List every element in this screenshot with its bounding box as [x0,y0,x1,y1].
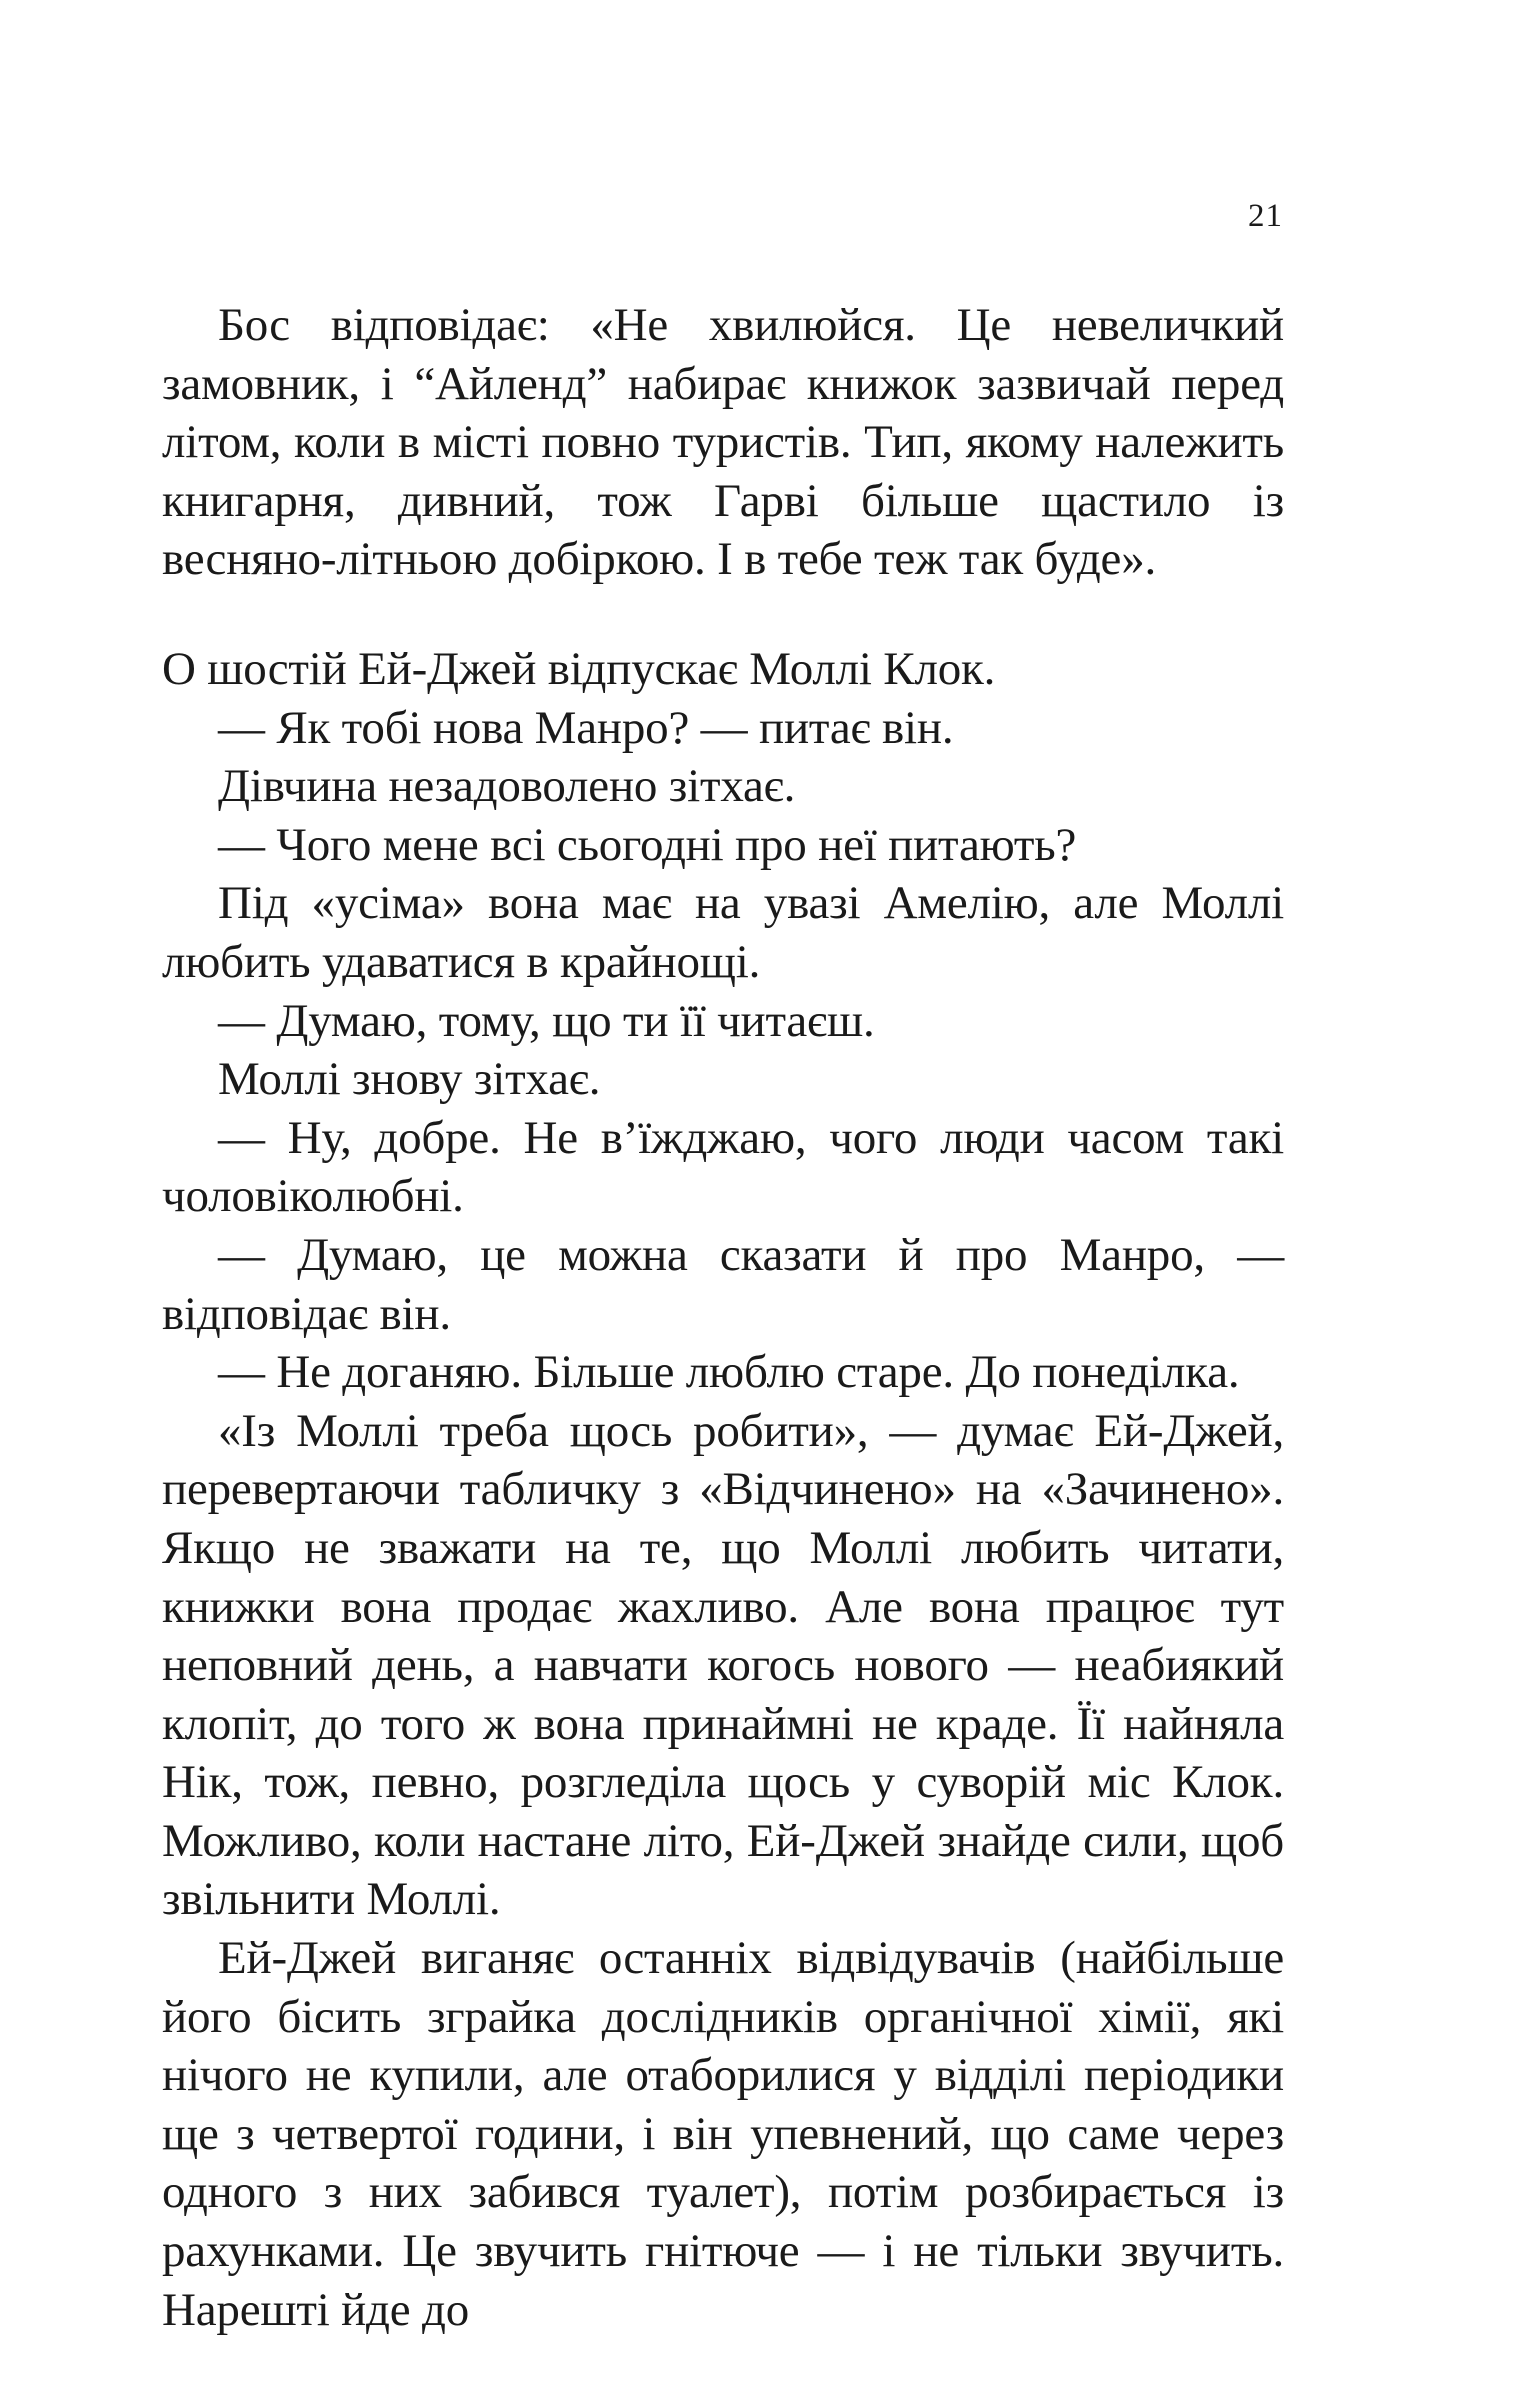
dialogue-line: — Не доганяю. Більше люблю старе. До понеділка. [218,1346,1240,1399]
paragraph: Дівчина незадоволено зітхає. [218,760,796,813]
page-number: 21 [1248,198,1283,234]
dialogue-line: — Ну, добре. Не в’їжджаю, чого люди часом такі чоловіколюбні. [162,1111,1284,1223]
dialogue-line: — Як тобі нова Манро? — питає він. [218,701,954,754]
paragraph: «Із Моллі треба щось робити», — думає Ей-Джей, перевертаючи табличку з «Відчинено» на «Зачинено». Якщо не зважати на те, що Моллі любить читати, книжки вона продає жахливо. Але вона працює тут неповний день, а навчати когось нового — неабиякий клопіт, до того ж вона принаймні не краде. Її найняла Нік, тож, певно, розгледіла щось у суворій міс Клок. Можливо, коли настане літо, Ей-Джей знайде сили, щоб звільнити Моллі. [162,1404,1284,1926]
dialogue-line: — Думаю, це можна сказати й про Манро, — відповідає він. [162,1228,1284,1340]
paragraph: Під «усіма» вона має на увазі Амелію, але Моллі любить удаватися в крайнощі. [162,877,1284,988]
paragraph: Ей-Джей виганяє останніх відвідувачів (найбільше його бісить зграйка дослідників органічної хімії, які нічого не купили, але отаборилися у відділі періодики ще з четвертої години, і він упевнений, що саме через одного з них забився туалет), потім розбирається із рахунками. Це звучить гнітюче — і не тільки звучить. Нарешті йде до [162,1932,1284,2336]
paragraph: Моллі знову зітхає. [218,1053,601,1106]
paragraph: Бос відповідає: «Не хвилюйся. Це невеличкий замовник, і “Айленд” набирає книжок зазвичай перед літом, коли в місті повно туристів. Тип, якому належить книгарня, дивний, тож Гарві більше щастило із весняно-літньою добіркою. І в тебе теж так буде». [162,299,1284,586]
text-section-2 [162,640,1284,2339]
paragraph: О шостій Ей-Джей відпускає Моллі Клок. [162,643,996,695]
dialogue-line: — Чого мене всі сьогодні про неї питають? [218,818,1077,871]
dialogue-line: — Думаю, тому, що ти її читаєш. [218,994,875,1047]
text-section-1 [162,296,1284,589]
